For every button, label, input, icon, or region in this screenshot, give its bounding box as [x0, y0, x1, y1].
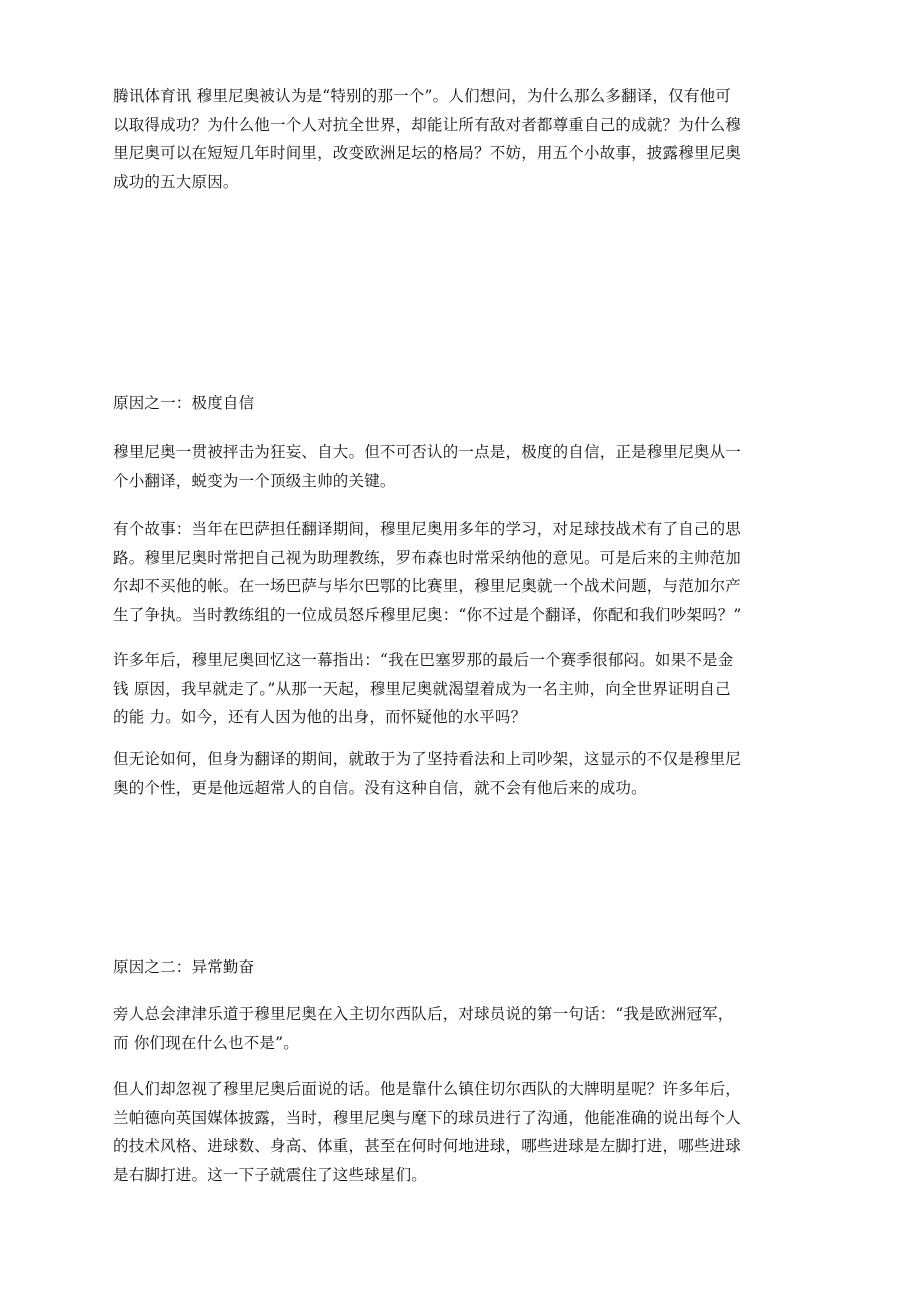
section-1-heading: 原因之一：极度自信 [113, 394, 255, 412]
intro-paragraph: 腾讯体育讯 穆里尼奥被认为是“特别的那一个”。人们想问，为什么那么多翻译，仅有他可 以取得成功？为什么他一个人对抗全世界，却能让所有敌对者都尊重自己的成就？为什么穆 里尼奥可以在短短几年时间里，改变欧洲足坛的格局？不妨，用五个小故事，披露穆里尼奥 成功的五大原因。 [113, 87, 742, 191]
section-1-paragraph-3: 许多年后，穆里尼奥回忆这一幕指出：“我在巴塞罗那的最后一个赛季很郁闷。如果不是金 钱 原因，我早就走了。”从那一天起，穆里尼奥就渴望着成为一名主帅，向全世界证明自己 的能 力。如今，还有人因为他的出身，而怀疑他的水平吗？ [113, 651, 734, 726]
section-1-paragraph-1: 穆里尼奥一贯被抨击为狂妄、自大。但不可否认的一点是，极度的自信，正是穆里尼奥从一 个小翻译，蜕变为一个顶级主帅的关键。 [113, 443, 742, 490]
section-2-paragraph-2: 但人们却忽视了穆里尼奥后面说的话。他是靠什么镇住切尔西队的大牌明星呢？许多年后， 兰帕德向英国媒体披露，当时，穆里尼奥与麾下的球员进行了沟通，他能准确的说出每个人 的技术风格、进球数、身高、体重，甚至在何时何地进球，哪些进球是左脚打进，哪些进球 是右脚打进。这一下子就震住了这些球星们。 [113, 1080, 742, 1184]
section-2-heading: 原因之二：异常勤奋 [113, 958, 255, 976]
section-2-paragraph-1: 旁人总会津津乐道于穆里尼奥在入主切尔西队后，对球员说的第一句话：“我是欧洲冠军， 而 你们现在什么也不是”。 [113, 1005, 734, 1052]
section-1-paragraph-2: 有个故事：当年在巴萨担任翻译期间，穆里尼奥用多年的学习，对足球技战术有了自己的思 路。穆里尼奥时常把自己视为助理教练，罗布森也时常采纳他的意见。可是后来的主帅范加 尔却不买他的帐。在一场巴萨与毕尔巴鄂的比赛里，穆里尼奥就一个战术问题，与范加尔产 生了争执。当时教练组的一位成员怒斥穆里尼奥：“你不过是个翻译，你配和我们吵架吗？” [113, 520, 742, 624]
section-1-paragraph-4: 但无论如何，但身为翻译的期间，就敢于为了坚持看法和上司吵架，这显示的不仅是穆里尼 奥的个性，更是他远超常人的自信。没有这种自信，就不会有他后来的成功。 [113, 750, 742, 797]
